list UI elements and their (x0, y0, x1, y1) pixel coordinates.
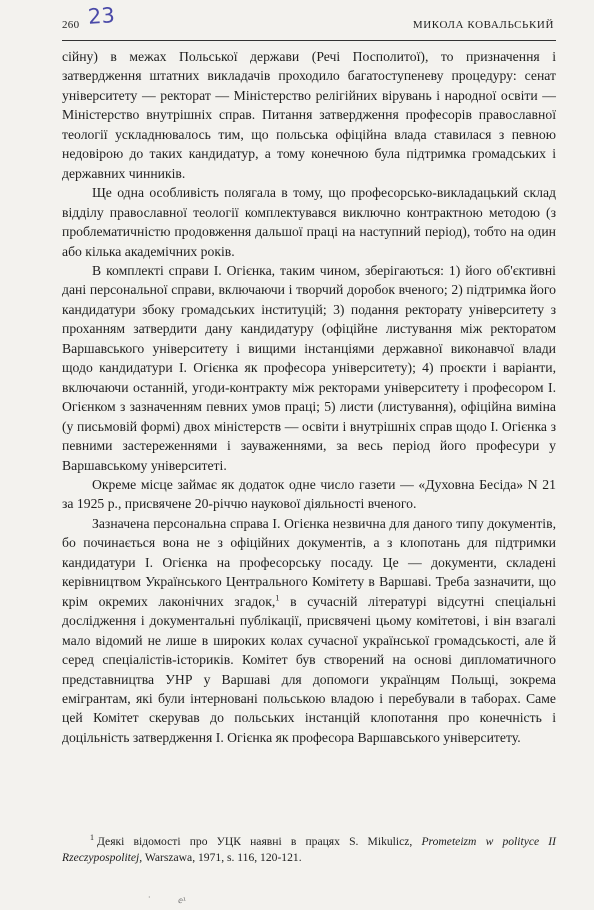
paragraph-2: Ще одна особливість полягала в тому, що професорсько-викладацький склад відділу православної теології комплектувався виключно контрактною методою (з проблематичністю продовження дальшої праці на наступний період), тобто на один або кілька академічних років. (62, 185, 556, 259)
page-number: 260 (62, 19, 80, 31)
paragraph-5 (62, 514, 556, 747)
header-rule (62, 40, 556, 41)
paragraph-4: Окреме місце займає як додаток одне число газети — «Духовна Бесіда» N 21 за 1925 р., присвячене 20-річчю наукової діяльності вченого. (62, 476, 556, 512)
paragraph-3: В комплекті справи І. Огієнка, таким чином, зберігаються: 1) його об'єктивні дані персональної справи, включаючи і творчий доробок вченого; 2) підтримка його кандидатури збоку громадських інституцій; 3) подання ректорату університету з проханням затвердити дану кандидатуру (офіційне листування між ректоратом Варшавського університету і вищими інстанціями державної виконавчої влади щодо кандидатури І. Огієнка як професора університету); 4) проєкти і варіанти, включаючи останній, угоди-контракту між ректорами університету і професором І. Огієнком з зазначенням певних умов праці; 5) листи (листування), офіційна виміна (у письмовій формі) двох міністерств — освіти і внутрішніх справ щодо І. Огієнка з певними застереженнями і зауваженнями, за весь період його професури у Варшавському університеті. (62, 262, 556, 473)
footnote-text-a: Деякі відомості про УЦК наявні в працях S. Mikulicz, (97, 835, 422, 848)
footnote-mark: 1 (90, 833, 94, 843)
footnote (62, 834, 556, 866)
page-speck: · (148, 893, 151, 902)
footnote-title: Prometeizm w polityce II Rzeczypospolitej, (62, 835, 557, 864)
paragraph-5-text-b: в сучасній літературі відсутні спеціальні дослідження і документальні публікації, присвячені цьому комітетові, і він взагалі мало відомий не лише в широких колах сучасної української громадськості, але й серед спеціалістів-істориків. Комітет був створений на основі дипломатичного представництва УНР у Варшаві для допомоги українцям Польщі, зокрема емігрантам, які були інтерновані польською владою і перебували в таборах. Саме цей Комітет скерував до польських інстанцій клопотання про конечність і доцільність затвердження І. Огієнка як професора Варшавського університету. (62, 593, 556, 745)
footnote-text-b: Warszawa, 1971, s. 116, 120-121. (142, 851, 302, 864)
running-head: МИКОЛА КОВАЛЬСЬКИЙ (412, 19, 554, 31)
footnote-reference[interactable]: 1 (275, 592, 280, 603)
handwritten-page-annotation: 23 (87, 3, 116, 29)
page-speck: ⅇ¹ (178, 896, 187, 905)
paragraph-5-text-a: Зазначена персональна справа І. Огієнка незвична для даного типу документів, бо починається вона не з офіційних документів, а з клопотань для підтримки кандидатури І. Огієнка на професорську посаду. Це — документи, складені керівництвом Українського Центрального Комітету в Варшаві. Треба зазначити, що крім окремих лаконічних згадок, (62, 515, 556, 609)
body-text (62, 47, 556, 747)
paragraph-1: сійну) в межах Польської держави (Речі Посполитої), то призначення і затвердження штатних викладачів проходило багатоступеневу процедуру: сенат університету — ректорат — Міністерство релігійних вірувань і народної освіти — Міністерство внутрішніх справ. Питання затвердження професорів православної теології ускладнювалось тим, що польська офіційна влада ставилася з певною недовірою до таких кандидатур, а тому конечною була підтримка громадських і державних чинників. (62, 49, 556, 181)
